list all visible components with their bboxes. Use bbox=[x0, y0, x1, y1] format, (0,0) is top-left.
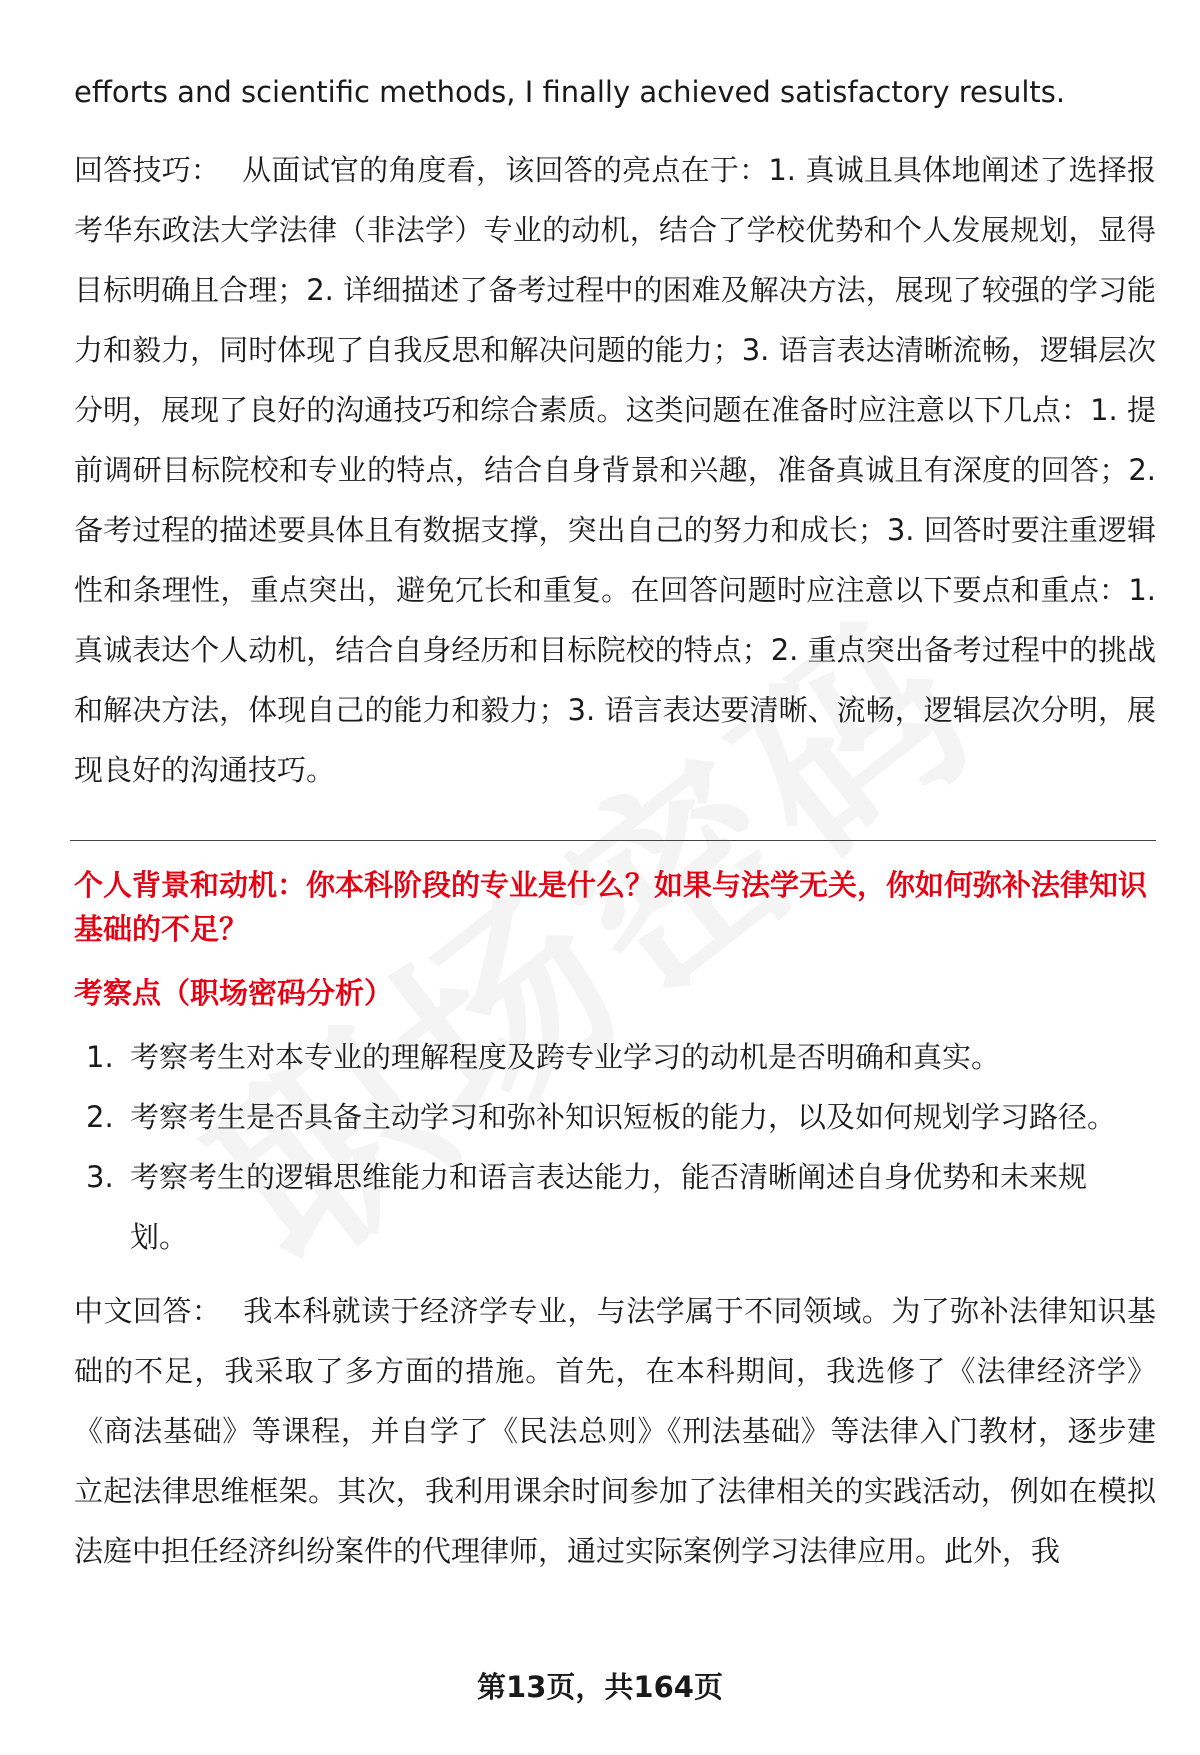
section-divider bbox=[70, 840, 1156, 841]
intro-paragraph: efforts and scientific methods, I finally achieved satisfactory results. bbox=[74, 75, 1066, 109]
list-item bbox=[74, 1027, 1156, 1087]
list-item-text: 考察考生对本专业的理解程度及跨专业学习的动机是否明确和真实。 bbox=[130, 1040, 1001, 1074]
page-number-footer: 第13页，共164页 bbox=[477, 1670, 723, 1704]
page-content bbox=[74, 62, 1156, 1581]
list-item bbox=[74, 1087, 1156, 1147]
list-item-number: 1. bbox=[86, 1040, 114, 1074]
list-item-text: 考察考生的逻辑思维能力和语言表达能力，能否清晰阐述自身优势和未来规划。 bbox=[130, 1160, 1088, 1254]
answer-label: 中文回答： bbox=[74, 1294, 222, 1328]
list-item-number: 2. bbox=[86, 1100, 114, 1134]
tips-text: 从面试官的角度看，该回答的亮点在于：1. 真诚且具体地阐述了选择报考华东政法大学法律（非法学）专业的动机，结合了学校优势和个人发展规划，显得目标明确且合理；2. 详细描述了备考过程中的困难及解决方法，展现了较强的学习能力和毅力，同时体现了自我反思和解决问题的能力；3. 语言表达清晰流畅，逻辑层次分明，展现了良好的沟通技巧和综合素质。这类问题在准备时应注意以下几点：1. 提前调研目标院校和专业的特点，结合自身背景和兴趣，准备真诚且有深度的回答；2. 备考过程的描述要具体且有数据支撑，突出自己的努力和成长；3. 回答时要注重逻辑性和条理性，重点突出，避免冗长和重复。在回答问题时应注意以下要点和重点：1. 真诚表达个人动机，结合自身经历和目标院校的特点；2. 重点突出备考过程中的挑战和解决方法，体现自己的能力和毅力；3. 语言表达要清晰、流畅，逻辑层次分明，展现良好的沟通技巧。 bbox=[74, 153, 1156, 787]
tips-paragraph bbox=[74, 140, 1156, 800]
answer-text: 我本科就读于经济学专业，与法学属于不同领域。为了弥补法律知识基础的不足，我采取了多方面的措施。首先，在本科期间，我选修了《法律经济学》《商法基础》等课程，并自学了《民法总则》《刑法基础》等法律入门教材，逐步建立起法律思维框架。其次，我利用课余时间参加了法律相关的实践活动，例如在模拟法庭中担任经济纠纷案件的代理律师，通过实际案例学习法律应用。此外，我 bbox=[74, 1294, 1156, 1568]
list-item-text: 考察考生是否具备主动学习和弥补知识短板的能力，以及如何规划学习路径。 bbox=[130, 1100, 1117, 1134]
question-heading: 个人背景和动机：你本科阶段的专业是什么？如果与法学无关，你如何弥补法律知识基础的不足？ bbox=[74, 868, 1148, 946]
answer-paragraph bbox=[74, 1281, 1156, 1581]
exam-points-list bbox=[74, 1027, 1156, 1267]
exam-points-heading: 考察点（职场密码分析） bbox=[74, 976, 394, 1010]
list-item bbox=[74, 1147, 1156, 1267]
tips-label: 回答技巧： bbox=[74, 153, 221, 187]
list-item-number: 3. bbox=[86, 1160, 114, 1194]
